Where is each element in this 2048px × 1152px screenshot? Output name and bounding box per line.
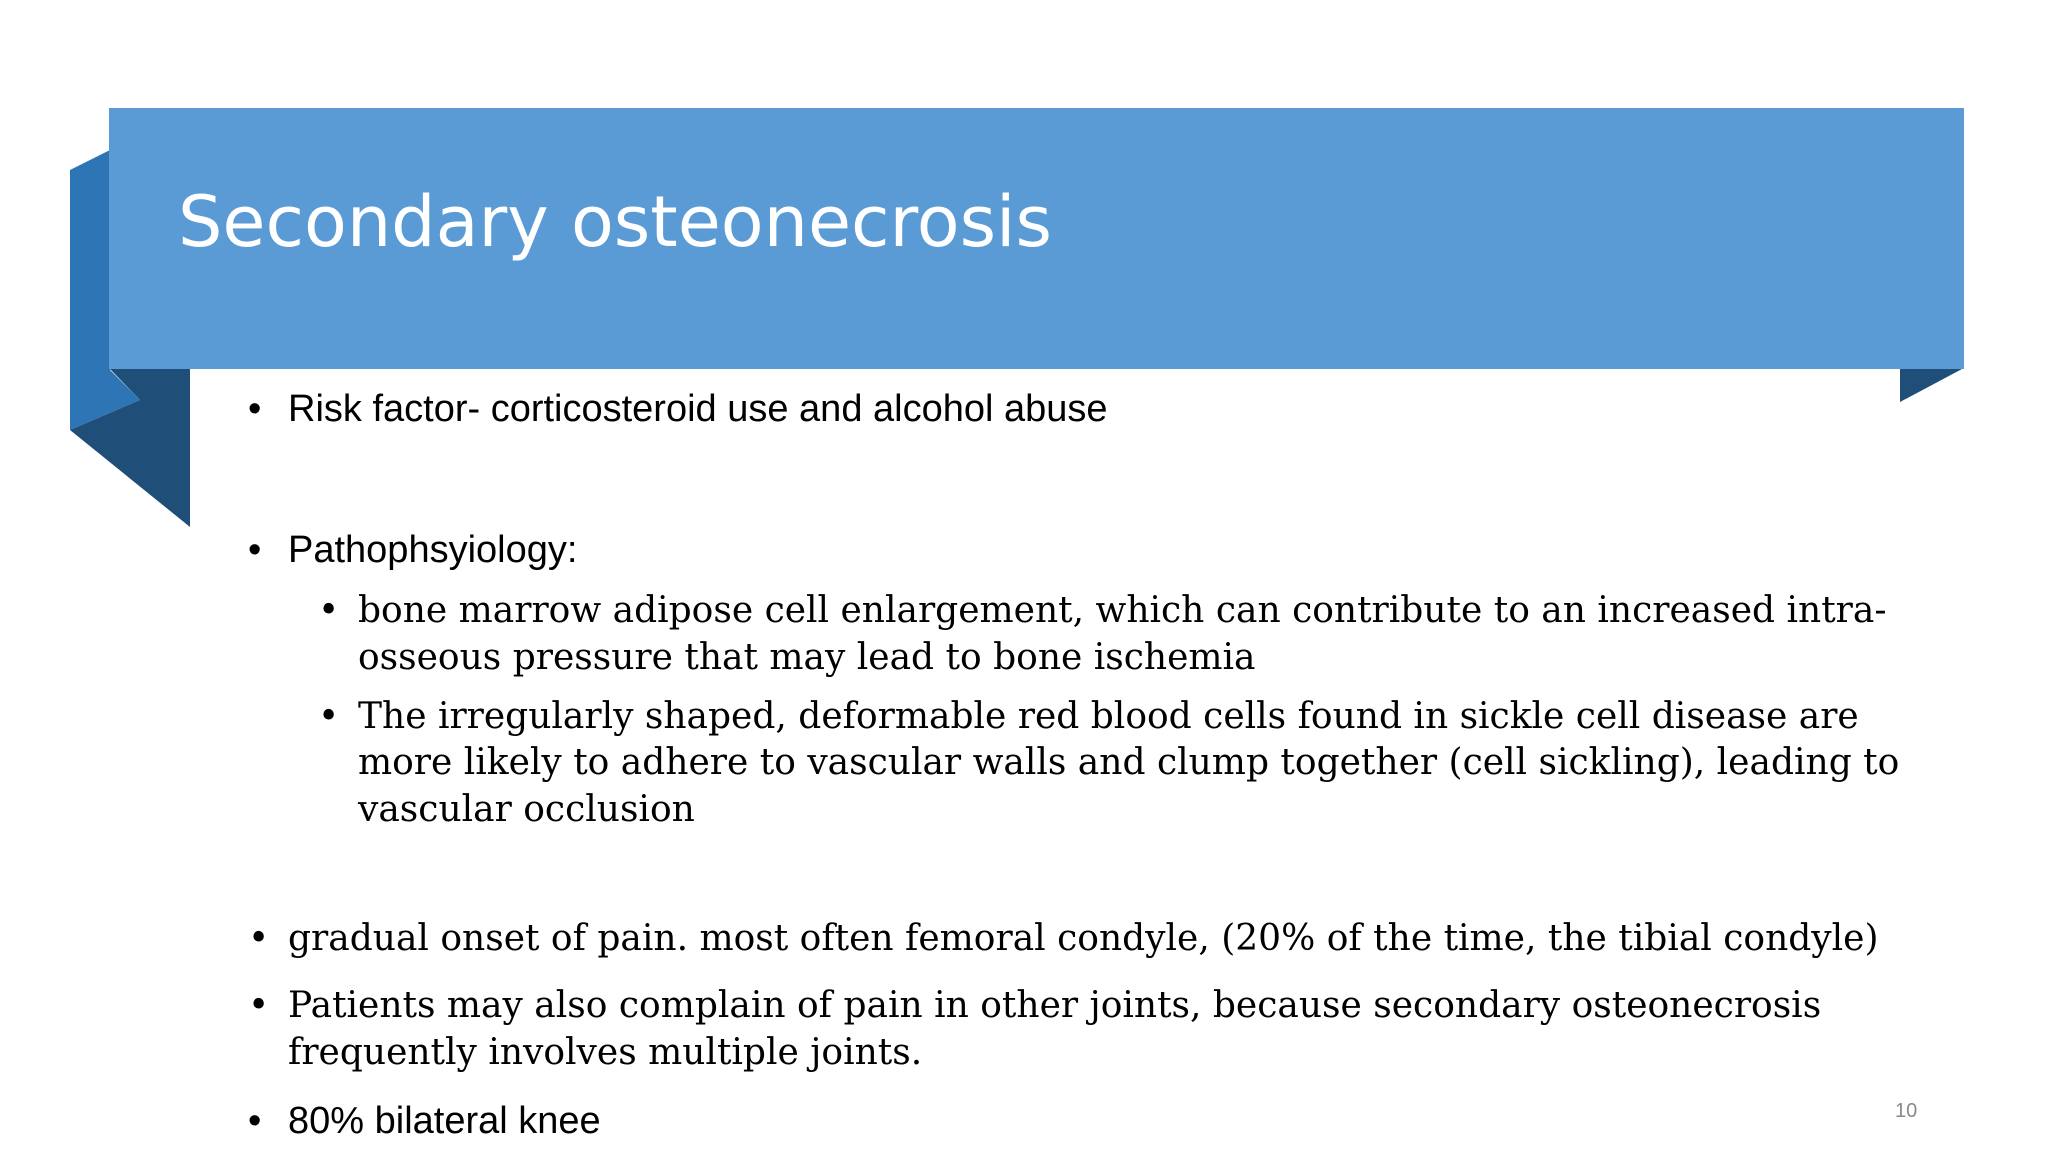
slide-number: 10 [1895,1100,1918,1122]
bullet-onset: • gradual onset of pain. most often femoral condyle, (20% of the time, the tibial condyle) [240,916,1910,963]
sub-bullet-adipose: • bone marrow adipose cell enlargement, which can contribute to an increased intra-osseous pressure that may lead to bone ischemia [318,588,1910,682]
bullet-multiple-joints: • Patients may also complain of pain in other joints, because secondary osteonecrosis frequently involves multiple joints. [240,983,1910,1077]
bullet-pathophysiology: • Pathophsyiology: [240,527,1910,575]
bullet-bilateral-knee: • 80% bilateral knee [240,1098,1910,1146]
bullet-risk-factor: • Risk factor- corticosteroid use and alcohol abuse [240,386,1910,434]
slide-title: Secondary osteonecrosis [178,181,1052,263]
sub-bullet-sickle-cell: • The irregularly shaped, deformable red blood cells found in sickle cell disease are more likely to adhere to vascular walls and clump together (cell sickling), leading to vascular occlusion [318,694,1910,834]
slide-body [240,378,1910,1146]
